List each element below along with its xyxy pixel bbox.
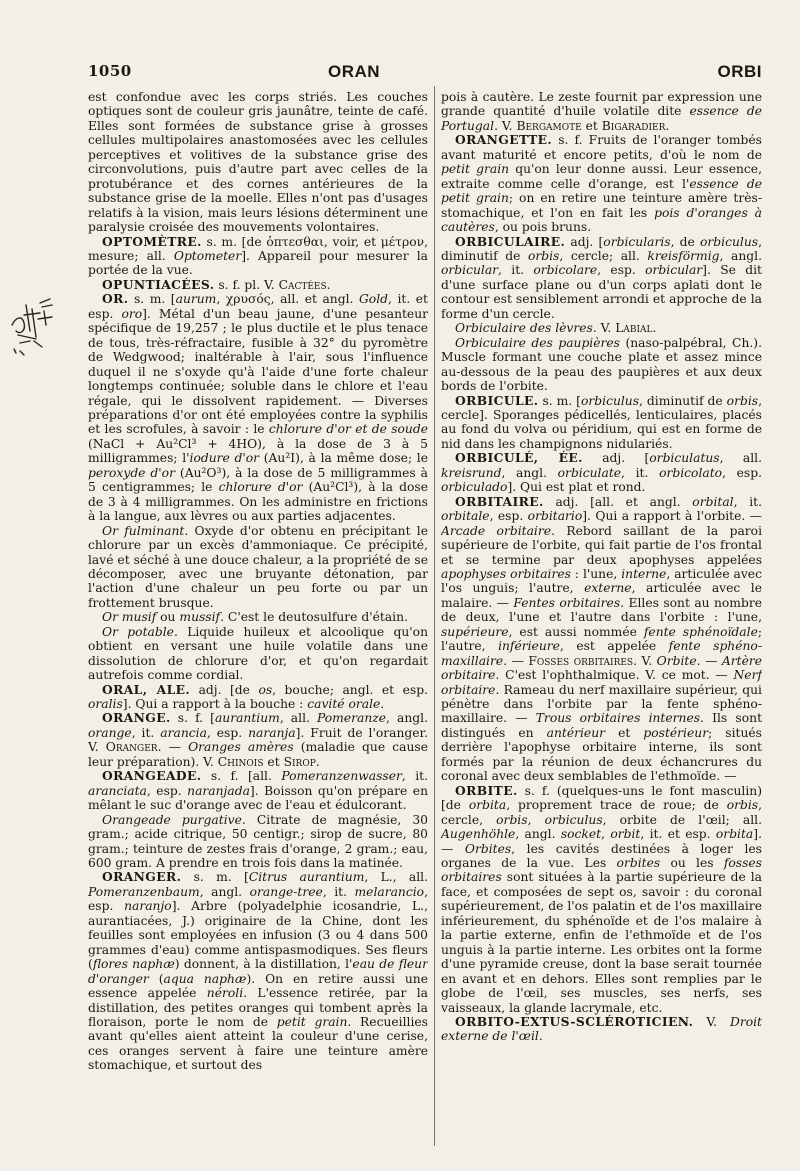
subentry-or-potable: Or potable. Liquide huileux et alcoolique qu'on obtient en versant une huile volatile dans une dissolution de chlorure d'or, et qu'on regardait autrefois comme cordial. (88, 624, 428, 683)
right-column (441, 90, 762, 1150)
entry-orbicule-ee: ORBICULÉ, ÉE. adj. [orbiculatus, all. kreisrund, angl. orbiculate, it. orbicolato, esp. orbiculado]. Qui est plat et rond. (441, 450, 762, 495)
headword: OR. (102, 291, 129, 307)
headword: ORANGETTE. (455, 132, 553, 148)
subentry-or-fulminant: Or fulminant. Oxyde d'or obtenu en précipitant le chlorure par un excès d'ammoniaque. Ce précipité, lavé et séché à une douce chaleur, a la propriété de se décomposer, avec une bruyante détonation, par l'action d'une chaleur un peu forte ou par un frottement brusque. (88, 523, 428, 610)
entry-orange: ORANGE. s. f. [aurantium, all. Pomeranze, angl. orange, it. arancia, esp. naranja]. Fruit de l'oranger. V. Oranger. — Oranges amères (maladie que cause leur préparation). V. Chinois et Sirop. (88, 710, 428, 769)
headword: ORBICULAIRE. (455, 233, 566, 249)
headword: ORANGER. (102, 869, 182, 885)
headword: OPTOMÈTRE. (102, 233, 202, 249)
entry-or: OR. s. m. [aurum, χρυσός, all. et angl. Gold, it. et esp. oro]. Métal d'un beau jaune, d'une pesanteur spécifique de 19,257 ; le plus ductile et le plus tenace de tous, très-réfractaire, fusible à 32° du pyromètre de Wedgwood; inaltérable à l'air, sous l'influence duquel il ne s'oxyde qu'à l'aide d'une forte chaleur longtemps continuée; soluble dans le chlore et l'eau régale, qui le dissolvent rapidement. — Diverses préparations d'or ont été employées contre la syphilis et les scrofules, à savoir : le chlorure d'or et de soude (NaCl + Au²Cl³ + 4HO), à la dose de 3 à 5 milligrammes; l'iodure d'or (Au²I), à la même dose; le peroxyde d'or (Au²O³), à la dose de 5 milligrammes à 5 centigrammes; le chlorure d'or (Au²Cl³), à la dose de 3 à 4 milligrammes. On les administre en frictions à la langue, aux lèvres ou aux parties adjacentes. (88, 291, 428, 524)
headword: ORAL, ALE. (102, 681, 191, 697)
right-guide-word: ORBI (717, 62, 762, 81)
entry-orbiculaire: ORBICULAIRE. adj. [orbicularis, de orbiculus, diminutif de orbis, cercle; all. kreisförmig, angl. orbicular, it. orbicolare, esp. orbicular]. Se dit d'une surface plane ou d'un corps aplati dont le contour est sensiblement arrondi et approche de la forme d'un cercle. (441, 233, 762, 321)
entry-orbite: ORBITE. s. f. (quelques-uns le font masculin) [de orbita, proprement trace de roue; de orbis, cercle, orbis, orbiculus, orbite de l'œil; all. Augenhöhle, angl. socket, orbit, it. et esp. orbita]. — Orbites, les cavités destinées à loger les organes de la vue. Les orbites ou les fosses orbitaires sont situées à la partie supérieure de la face, et composées de sept os, savoir : du coronal supérieurement, de l'os palatin et de l'os maxillaire inférieurement, du sphénoïde et de l'os malaire à la partie externe, enfin de l'ethmoïde et de l'os unguis à la partie interne. Les orbites ont la forme d'une pyramide creuse, dont la base serait tournée en avant et en dehors. Elles sont remplies par le globe de l'œil, ses muscles, ses nerfs, ses vaisseaux, la glande lacrymale, etc. (441, 782, 762, 1015)
entry-orangeade: ORANGEADE. s. f. [all. Pomeranzenwasser, it. aranciata, esp. naranjada]. Boisson qu'on prépare en mêlant le suc d'orange avec de l'eau et édulcorant. (88, 768, 428, 813)
headword: ORANGEADE. (102, 768, 202, 784)
subentry-orbiculaire-levres: Orbiculaire des lèvres. V. Labial. (455, 321, 657, 336)
page-number: 1050 (88, 62, 132, 80)
headword: ORANGE. (102, 710, 171, 726)
entry-oral: ORAL, ALE. adj. [de os, bouche; angl. et esp. oralis]. Qui a rapport à la bouche : cavité orale. (88, 681, 428, 712)
headword: ORBITE. (455, 782, 518, 798)
entry-orangette: ORANGETTE. s. f. Fruits de l'oranger tombés avant maturité et encore petits, d'où le nom de petit grain qu'on leur donne aussi. Leur essence, extraite comme celle d'orange, est l'essence de petit grain; on en retire une teinture amère très-stomachique, et l'on en fait les pois d'oranges à cautères, ou pois bruns. (441, 132, 762, 235)
entry-opuntiacees: OPUNTIACÉES. s. f. pl. V. Cactées. (102, 276, 331, 292)
entry-orbitaire: ORBITAIRE. adj. [all. et angl. orbital, it. orbitale, esp. orbitario]. Qui a rapport à l'orbite. — Arcade orbitaire. Rebord saillant de la paroi supérieure de l'orbite, qui fait partie de l'os frontal et se termine par deux apophyses appelées apophyses orbitaires : l'une, interne, articulée avec l'os unguis; l'autre, externe, articulée avec le malaire. — Fentes orbitaires. Elles sont au nombre de deux, l'une et l'autre dans l'orbite : l'une, supérieure, est aussi nommée fente sphénoïdale; l'autre, inférieure, est appelée fente sphéno-maxillaire. — Fosses orbitaires. V. Orbite. — Artère orbitaire. C'est l'ophthalmique. V. ce mot. — Nerf orbitaire. Rameau du nerf maxillaire supérieur, qui pénètre dans l'orbite par la fente sphéno-maxillaire. — Trous orbitaires internes. Ils sont distingués en antérieur et postérieur; situés derrière l'apophyse orbitaire interne, ils sont formés par la réunion de deux échancrures du coronal avec deux semblables de l'ethmoïde. — (441, 493, 762, 784)
column-divider (434, 86, 435, 1146)
left-guide-word: ORAN (328, 62, 381, 81)
headword: ORBITO-EXTUS-SCLÉROTICIEN. (455, 1014, 694, 1029)
subentry-or-musif: Or musif ou mussif. C'est le deutosulfure d'étain. (102, 610, 408, 625)
subentry-orangeade-purgative: Orangeade purgative. Citrate de magnésie, 30 gram.; acide citrique, 50 centigr.; sirop de sucre, 80 gram.; teinture de zestes frais d'orange, 2 gram.; eau, 600 gram. A prendre en trois fois dans la matinée. (88, 812, 428, 871)
entry-continuation: est confondue avec les corps striés. Les couches optiques sont de couleur gris jaunâtre, teinte de café. Elles sont formées de substance grise à grosses cellules multipolaires anastomosées avec les cellules perceptives et volitives de la substance grise des circonvolutions, puis d'autre part avec celles de la protubérance et des cornes antérieures de la substance grise de la moelle. Elles n'ont pas d'usages relatifs à la vision, mais leurs lésions déterminent une paralysie croisée des mouvements volontaires. (88, 90, 428, 235)
entry-oranger: ORANGER. s. m. [Citrus aurantium, L., all. Pomeranzenbaum, angl. orange-tree, it. melarancio, esp. naranjo]. Arbre (polyadelphie icosandrie, L., aurantiacées, J.) originaire de la Chine, dont les feuilles sont employées en infusion (3 ou 4 dans 500 grammes d'eau) comme antispasmodiques. Ses fleurs (flores naphæ) donnent, à la distillation, l'eau de fleur d'oranger (aqua naphæ). On en retire aussi une essence appelée néroli. L'essence retirée, par la distillation, des petites oranges qui tombent après la floraison, porte le nom de petit grain. Recueillies avant qu'elles aient atteint la couleur d'une cerise, ces oranges servent à faire une teinture amère stomachique, et surtout des (88, 869, 428, 1073)
entry-orbicule: ORBICULE. s. m. [orbiculus, diminutif de orbis, cercle]. Sporanges pédicellés, lenticulaires, placés au fond du volva ou péridium, qui est en forme de nid dans les champignons nidulariés. (441, 392, 762, 451)
entry-orbito-extus-scleroticien: ORBITO-EXTUS-SCLÉROTICIEN. V. Droit externe de l'œil. (441, 1014, 762, 1044)
subentry-orbiculaire-paupieres: Orbiculaire des paupières (naso-palpébral, Ch.). Muscle formant une couche plate et assez mince au-dessous de la peau des paupières et aux deux bords de l'orbite. (441, 335, 762, 394)
headword: ORBICULE. (455, 392, 539, 408)
left-column (88, 90, 428, 1150)
entry-continuation: pois à cautère. Le zeste fournit par expression une grande quantité d'huile volatile dite essence de Portugal. V. Bergamote et Bigaradier. (441, 90, 762, 133)
headword: ORBICULÉ, ÉE. (455, 450, 583, 466)
headword: ORBITAIRE. (455, 493, 544, 509)
entry-optometre: OPTOMÈTRE. s. m. [de ὀπτεσθαι, voir, et μέτρον, mesure; all. Optometer]. Appareil pour mesurer la portée de la vue. (88, 233, 428, 278)
handwritten-marginal-mark (6, 295, 56, 365)
running-header (88, 62, 762, 84)
headword: OPUNTIACÉES. (102, 276, 215, 292)
